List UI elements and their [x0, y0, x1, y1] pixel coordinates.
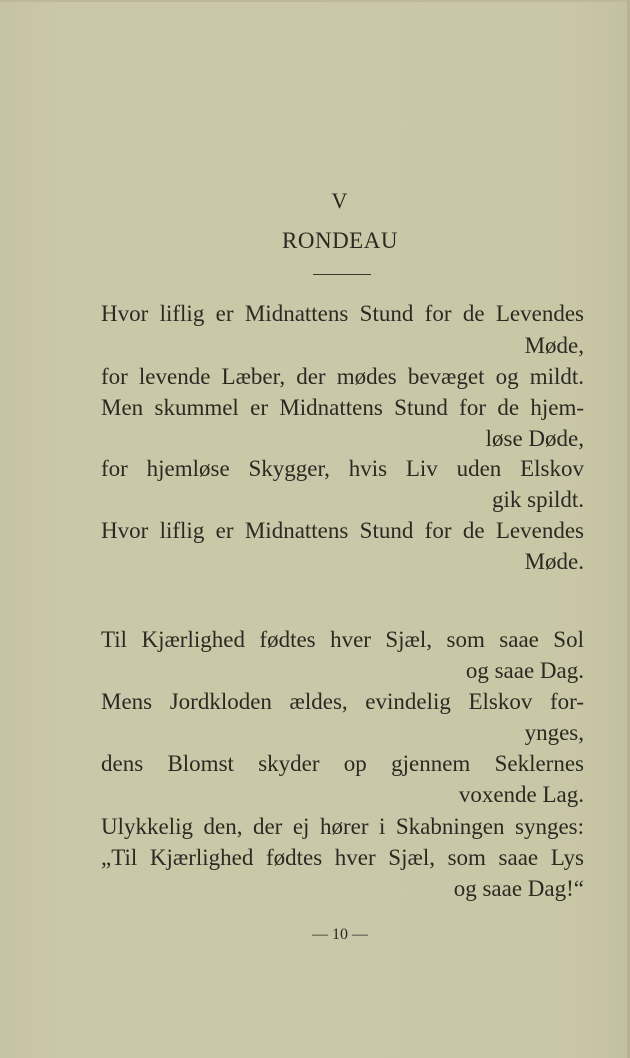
- section-numeral: V: [331, 188, 349, 213]
- stanza1-line-1: Hvor liflig er Midnattens Stund for de Levendes: [101, 301, 584, 326]
- stanza2-line-4: ynges,: [524, 720, 584, 745]
- stanza2-line-9: og saae Dag!“: [453, 876, 584, 901]
- stanza2-line-1: Til Kjærlighed fødtes hver Sjæl, som saae Sol: [101, 627, 584, 652]
- poem-title: RONDEAU: [282, 228, 398, 253]
- stanza1-line-8: Hvor liflig er Midnattens Stund for de Levendes: [101, 518, 584, 543]
- stanza1-line-9: Møde.: [524, 549, 584, 574]
- stanza1-line-5: løse Døde,: [485, 426, 584, 451]
- stanza2-line-6: voxende Lag.: [458, 782, 584, 807]
- stanza1-line-4: Men skummel er Midnattens Stund for de hjem-: [101, 395, 584, 420]
- page-number: — 10 —: [312, 926, 368, 943]
- page-top-edge: [0, 0, 630, 2]
- stanza2-line-2: og saae Dag.: [465, 658, 584, 683]
- stanza2-line-5: dens Blomst skyder op gjennem Seklernes: [101, 751, 584, 776]
- stanza1-line-7: gik spildt.: [491, 487, 584, 512]
- title-divider: [313, 274, 371, 275]
- stanza1-line-2: Møde,: [524, 333, 584, 358]
- stanza2-line-7: Ulykkelig den, der ej hører i Skabningen synges:: [101, 814, 584, 839]
- stanza1-line-3: for levende Læber, der mødes bevæget og mildt.: [101, 364, 584, 389]
- stanza2-line-8: „Til Kjærlighed fødtes hver Sjæl, som saae Lys: [101, 845, 584, 870]
- stanza1-line-6: for hjemløse Skygger, hvis Liv uden Elskov: [101, 456, 584, 481]
- stanza2-line-3: Mens Jordkloden ældes, evindelig Elskov for-: [101, 689, 584, 714]
